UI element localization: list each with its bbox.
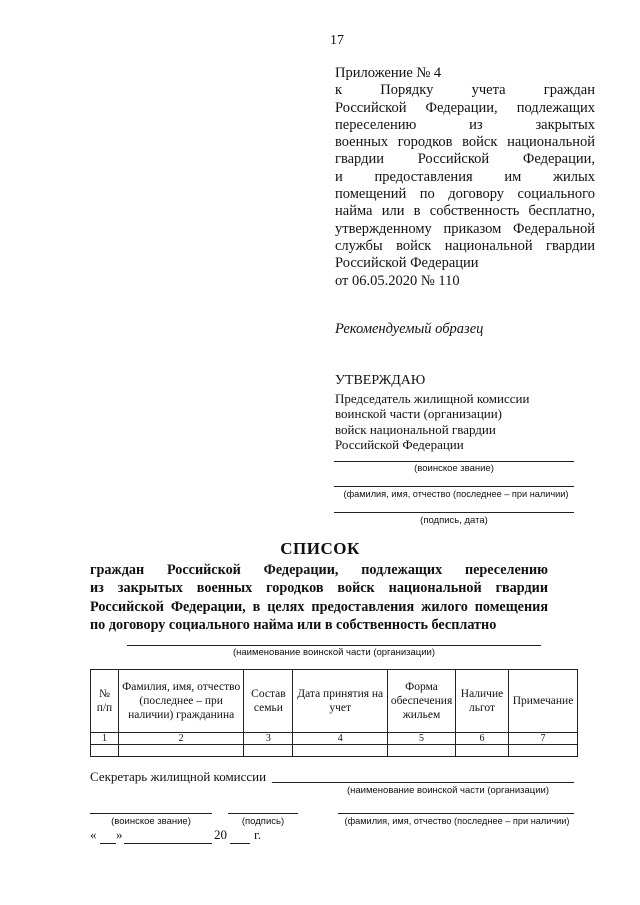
rank-signature-line <box>334 461 574 462</box>
appendix-line: Российской Федерации <box>335 255 479 272</box>
list-line: граждан Российской Федерации, подлежащих переселению <box>90 562 548 578</box>
appendix-line: и предоставления им жилых <box>335 168 595 185</box>
appendix-header <box>335 65 595 290</box>
approve-line: войск национальной гвардии <box>335 421 496 437</box>
approve-line: Председатель жилищной комиссии <box>335 390 530 406</box>
unit-name-caption: (наименование воинской части (организации) <box>232 647 436 658</box>
list-description <box>90 561 548 634</box>
page-number: 17 <box>330 33 344 48</box>
unit-name-line <box>127 645 541 646</box>
table-header-row <box>91 670 578 733</box>
appendix-line: переселению из закрытых <box>335 116 595 133</box>
name-caption: (фамилия, имя, отчество (последнее – при наличии) <box>343 489 569 499</box>
list-line: по договору социального найма или в собственность бесплатно <box>90 616 497 633</box>
approval-block <box>335 373 595 453</box>
table-cell <box>508 745 577 757</box>
appendix-line: помещений по договору социального <box>335 186 595 203</box>
col-header-full-name: Фамилия, имя, отчество (последнее – при наличии) гражданина <box>118 670 244 733</box>
secretary-name-line <box>338 813 574 814</box>
table-cell <box>456 745 509 757</box>
recommended-sample-label: Рекомендуемый образец <box>335 321 484 337</box>
secretary-unit-caption: (наименование воинской части (организации) <box>346 785 550 796</box>
secretary-rank-caption: (воинское звание) <box>111 816 191 827</box>
appendix-line: к Порядку учета граждан <box>335 82 595 99</box>
table-cell <box>91 745 119 757</box>
secretary-name-caption: (фамилия, имя, отчество (последнее – при наличии) <box>344 816 570 826</box>
date-year-prefix: 20 <box>214 827 227 842</box>
approve-line: Российской Федерации <box>335 437 464 452</box>
column-number: 1 <box>91 733 119 745</box>
appendix-line: гвардии Российской Федерации, <box>335 151 595 168</box>
col-header-note: Примечание <box>508 670 577 733</box>
date-close-quote: » <box>116 827 123 842</box>
secretary-rank-line <box>90 813 212 814</box>
appendix-line: утвержденному приказом Федеральной <box>335 220 595 237</box>
name-signature-line <box>334 486 574 487</box>
date-year-suffix: г. <box>254 827 262 842</box>
secretary-label: Секретарь жилищной комиссии <box>90 769 267 784</box>
list-title: СПИСОК <box>280 539 360 558</box>
approve-title: УТВЕРЖДАЮ <box>335 373 426 388</box>
sign-date-caption: (подпись, дата) <box>420 515 488 526</box>
column-number: 6 <box>456 733 509 745</box>
column-number: 7 <box>508 733 577 745</box>
date-year-line <box>230 843 250 844</box>
table-cell <box>244 745 293 757</box>
date-month-line <box>124 843 212 844</box>
list-line: из закрытых военных городков войск национальной гвардии <box>90 580 548 597</box>
citizens-table <box>90 669 578 757</box>
column-number: 2 <box>118 733 244 745</box>
col-header-housing-form: Форма обеспечения жильем <box>388 670 456 733</box>
column-number: 3 <box>244 733 293 745</box>
col-header-family: Состав семьи <box>244 670 293 733</box>
date-open-quote: « <box>90 827 97 842</box>
col-header-registration-date: Дата принятия на учет <box>293 670 388 733</box>
appendix-line: Российской Федерации, подлежащих <box>335 99 595 116</box>
table-cell <box>293 745 388 757</box>
secretary-sign-caption: (подпись) <box>241 816 285 827</box>
col-header-number: № п/п <box>91 670 119 733</box>
table-row <box>91 745 578 757</box>
column-number: 4 <box>293 733 388 745</box>
appendix-line: службы войск национальной гвардии <box>335 237 595 254</box>
sign-date-signature-line <box>334 512 574 513</box>
col-header-benefits: Наличие льгот <box>456 670 509 733</box>
table-cell <box>388 745 456 757</box>
appendix-line: найма или в собственность бесплатно, <box>335 203 595 220</box>
appendix-line: Приложение № 4 <box>335 65 442 81</box>
appendix-line: военных городков войск национальной <box>335 134 595 151</box>
list-line: Российской Федерации, в целях предоставления жилого помещения <box>90 598 548 615</box>
date-day-line <box>100 843 116 844</box>
approve-line: воинской части (организации) <box>335 406 503 421</box>
rank-caption: (воинское звание) <box>414 463 494 474</box>
secretary-sign-line <box>228 813 298 814</box>
table-cell <box>118 745 244 757</box>
column-number: 5 <box>388 733 456 745</box>
table-column-number-row <box>91 733 578 745</box>
secretary-unit-line <box>272 782 574 783</box>
appendix-line: от 06.05.2020 № 110 <box>335 272 460 289</box>
